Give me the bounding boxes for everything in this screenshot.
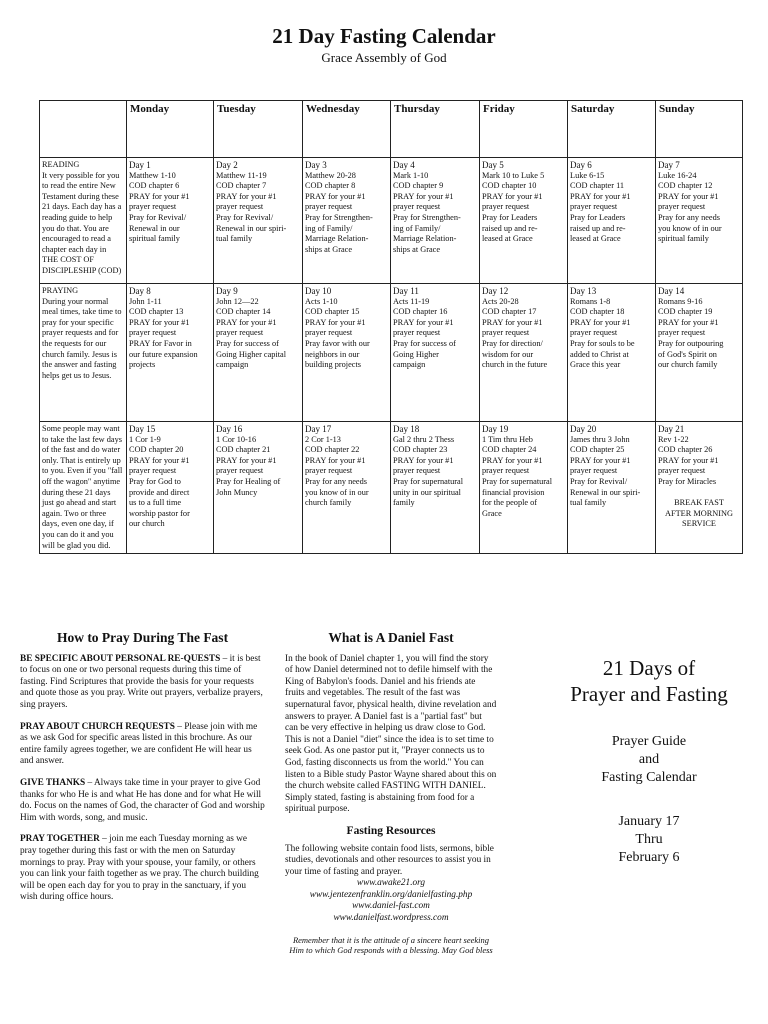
- resource-link[interactable]: www.awake21.org: [356, 878, 426, 889]
- day-header: Friday: [480, 101, 568, 158]
- day-detail-line: Grace: [482, 508, 502, 518]
- day-detail-line: Mark 1-10: [393, 170, 429, 180]
- resources-text: The following website contain food lists, sermons, bible studies, devotionals and other resources to assist you in your time of fasting and prayer.: [285, 843, 494, 877]
- day-detail-line: Pray for Leaders: [482, 212, 538, 222]
- day-detail-line: our church: [129, 519, 165, 529]
- calendar-week-row: [40, 158, 743, 284]
- day-detail-line: Luke 6-15: [570, 170, 605, 180]
- closing-note: Remember that it is the attitude of a sincere heart seeking Him to which God responds with a blessing. May God bless: [289, 934, 493, 956]
- sidebar-text: During your normal meal times, take time to pray for your specific prayer requests and for the requests for our church family. Jesus is the answer and fasting helps get us to Jesus.: [42, 296, 122, 380]
- day-detail-line: COD chapter 10: [482, 181, 537, 191]
- resource-link[interactable]: www.jentezenfranklin.org/danielfasting.php: [309, 889, 473, 900]
- day-detail-line: COD chapter 6: [129, 181, 180, 191]
- day-detail-line: tual family: [570, 498, 607, 508]
- day-detail-line: prayer request: [393, 202, 441, 212]
- day-detail-line: Pray for God to: [129, 476, 181, 486]
- sidebar-heading: READING: [42, 160, 80, 169]
- day-detail-line: us to a full time: [129, 498, 182, 508]
- cover-guide-line: Fasting Calendar: [601, 770, 697, 785]
- day-detail-line: COD chapter 13: [129, 307, 184, 317]
- cover-date-line: January 17: [618, 814, 680, 829]
- day-detail-line: Gal 2 thru 2 Thess: [393, 434, 455, 444]
- day-detail-line: Going Higher: [393, 349, 439, 359]
- day-detail-line: Pray for Strengthen-: [305, 212, 373, 222]
- day-header: Sunday: [656, 101, 743, 158]
- prayer-tip: [20, 722, 265, 768]
- day-detail-line: COD chapter 22: [305, 445, 360, 455]
- calendar-day-cell: [391, 422, 480, 554]
- calendar-day-cell: [127, 158, 214, 284]
- day-detail-line: prayer request: [482, 202, 530, 212]
- day-detail-line: Marriage Relation-: [305, 234, 369, 244]
- day-number: Day 18: [393, 424, 420, 434]
- day-number: Day 13: [570, 286, 597, 296]
- calendar-day-cell: [214, 422, 303, 554]
- day-detail-line: COD chapter 7: [216, 181, 267, 191]
- day-number: Day 3: [305, 160, 327, 170]
- break-fast-note: AFTER MORNING: [665, 508, 733, 518]
- day-detail-line: prayer request: [305, 202, 353, 212]
- day-detail-line: 1 Cor 10-16: [216, 434, 257, 444]
- day-detail-line: COD chapter 14: [216, 307, 271, 317]
- day-detail-line: COD chapter 16: [393, 307, 448, 317]
- cover-date-line: February 6: [618, 850, 680, 865]
- day-detail-line: family: [393, 498, 415, 508]
- prayer-tip: [20, 654, 265, 712]
- how-to-pray-section: [20, 632, 265, 914]
- sidebar-note-praying: [40, 284, 127, 422]
- day-detail-line: wisdom for our: [482, 349, 534, 359]
- day-detail-line: PRAY for your #1: [305, 317, 366, 327]
- day-detail-line: Pray for direction/: [482, 338, 543, 348]
- day-detail-line: John Muncy: [216, 487, 258, 497]
- day-number: Day 10: [305, 286, 332, 296]
- day-number: Day 4: [393, 160, 415, 170]
- resource-link[interactable]: www.danielfast.wordpress.com: [333, 913, 449, 924]
- day-detail-line: COD chapter 11: [570, 181, 625, 191]
- fasting-calendar-table: [39, 100, 743, 554]
- calendar-day-cell: [214, 284, 303, 422]
- day-detail-line: Romans 9-16: [658, 296, 703, 306]
- day-detail-line: prayer request: [129, 202, 177, 212]
- day-detail-line: Pray for Revival/: [129, 212, 187, 222]
- calendar-week-row: [40, 422, 743, 554]
- day-detail-line: prayer request: [482, 328, 530, 338]
- calendar-day-cell: [480, 284, 568, 422]
- day-detail-line: for the people of: [482, 498, 538, 508]
- day-detail-line: Matthew 1-10: [129, 170, 176, 180]
- day-detail-line: prayer request: [129, 328, 177, 338]
- prayer-tip-lead: PRAY TOGETHER: [20, 834, 100, 845]
- day-number: Day 11: [393, 286, 419, 296]
- day-detail-line: prayer request: [393, 466, 441, 476]
- sidebar-note-water-fast: [40, 422, 127, 554]
- day-detail-line: PRAY for your #1: [570, 317, 631, 327]
- day-detail-line: PRAY for your #1: [658, 317, 719, 327]
- day-number: Day 6: [570, 160, 592, 170]
- day-detail-line: financial provision: [482, 487, 545, 497]
- day-detail-line: John 12—22: [216, 296, 259, 306]
- day-detail-line: COD chapter 19: [658, 307, 713, 317]
- day-detail-line: Pray for Healing of: [216, 476, 281, 486]
- day-detail-line: church family: [305, 498, 352, 508]
- day-number: Day 20: [570, 424, 597, 434]
- day-detail-line: PRAY for your #1: [570, 191, 631, 201]
- day-number: Day 8: [129, 286, 151, 296]
- sidebar-text: Some people may want to take the last few days of the fast and do water only. That is entirely up to you. Even if you "fall off the wagon" anytime during these 21 days just go ahead and start again. Two or three days, even one day, if you can do it and you will be glad you did.: [42, 424, 123, 550]
- day-detail-line: Pray for Strengthen-: [393, 212, 461, 222]
- day-detail-line: our future expansion: [129, 349, 198, 359]
- day-detail-line: PRAY for your #1: [658, 455, 719, 465]
- page-title: 21 Day Fasting Calendar: [272, 24, 496, 48]
- day-detail-line: Pray favor with our: [305, 338, 370, 348]
- day-number: Day 12: [482, 286, 509, 296]
- day-header: Thursday: [391, 101, 480, 158]
- day-detail-line: of God's Spirit on: [658, 349, 717, 359]
- day-detail-line: Mark 10 to Luke 5: [482, 170, 545, 180]
- calendar-day-cell: [303, 422, 391, 554]
- day-detail-line: PRAY for your #1: [393, 455, 454, 465]
- cover-date-line: Thru: [635, 832, 663, 847]
- daniel-fast-section: [285, 632, 497, 956]
- calendar-header-row: [40, 101, 743, 158]
- day-detail-line: prayer request: [482, 466, 530, 476]
- day-detail-line: PRAY for your #1: [393, 191, 454, 201]
- day-detail-line: 1 Cor 1-9: [129, 434, 161, 444]
- day-number: Day 21: [658, 424, 685, 434]
- day-detail-line: church in the future: [482, 360, 548, 370]
- day-number: Day 14: [658, 286, 685, 296]
- calendar-day-cell: [568, 284, 656, 422]
- day-detail-line: ships at Grace: [393, 244, 440, 254]
- calendar-day-cell: [656, 158, 743, 284]
- day-detail-line: campaign: [393, 360, 426, 370]
- day-detail-line: PRAY for your #1: [393, 317, 454, 327]
- day-detail-line: PRAY for your #1: [482, 317, 543, 327]
- day-detail-line: PRAY for your #1: [305, 455, 366, 465]
- day-detail-line: COD chapter 8: [305, 181, 356, 191]
- day-detail-line: Pray for outpouring: [658, 338, 724, 348]
- prayer-tip-text: – Always take time in your prayer to give God thanks for who He is and what He has done and for what He will do. Focus on the names of God, the character of God and worship Him with words, song, and music.: [20, 777, 265, 823]
- prayer-tip: [20, 778, 265, 824]
- day-detail-line: PRAY for your #1: [216, 191, 277, 201]
- day-detail-line: raised up and re-: [482, 223, 538, 233]
- day-header: Monday: [127, 101, 214, 158]
- break-fast-note: SERVICE: [682, 519, 716, 529]
- day-detail-line: leased at Grace: [482, 234, 533, 244]
- day-detail-line: COD chapter 9: [393, 181, 444, 191]
- day-detail-line: prayer request: [216, 466, 264, 476]
- day-detail-line: leased at Grace: [570, 234, 621, 244]
- day-detail-line: worship pastor for: [129, 508, 190, 518]
- prayer-tip: [20, 834, 265, 904]
- day-number: Day 5: [482, 160, 504, 170]
- day-detail-line: provide and direct: [129, 487, 190, 497]
- day-detail-line: campaign: [216, 360, 249, 370]
- day-detail-line: COD chapter 25: [570, 445, 625, 455]
- day-header: Wednesday: [303, 101, 391, 158]
- day-detail-line: Matthew 20-28: [305, 170, 356, 180]
- day-detail-line: PRAY for your #1: [129, 317, 190, 327]
- day-detail-line: COD chapter 18: [570, 307, 625, 317]
- day-detail-line: spiritual family: [658, 234, 709, 244]
- day-detail-line: 1 Tim thru Heb: [482, 434, 533, 444]
- calendar-day-cell: [480, 422, 568, 554]
- day-detail-line: Pray for Leaders: [570, 212, 626, 222]
- day-detail-line: Luke 16-24: [658, 170, 697, 180]
- day-detail-line: Renewal in our spiri-: [216, 223, 287, 233]
- day-detail-line: raised up and re-: [570, 223, 626, 233]
- day-detail-line: COD chapter 15: [305, 307, 360, 317]
- calendar-day-cell: [303, 158, 391, 284]
- day-detail-line: Pray for Revival/: [216, 212, 274, 222]
- day-detail-line: added to Christ at: [570, 349, 629, 359]
- day-detail-line: PRAY for your #1: [658, 191, 719, 201]
- day-detail-line: ships at Grace: [305, 244, 352, 254]
- day-detail-line: COD chapter 12: [658, 181, 713, 191]
- section-heading: How to Pray During The Fast: [56, 630, 229, 645]
- day-detail-line: James thru 3 John: [570, 434, 630, 444]
- day-detail-line: Acts 20-28: [482, 296, 519, 306]
- day-detail-line: Renewal in our: [129, 223, 180, 233]
- day-detail-line: COD chapter 21: [216, 445, 271, 455]
- day-detail-line: COD chapter 20: [129, 445, 184, 455]
- calendar-corner-cell: [40, 101, 127, 158]
- cover-guide-line: Prayer Guide: [611, 734, 687, 749]
- prayer-tip-text: – join me each Tuesday morning as we pray together during this fast or with the men on Saturday mornings to pray. Pray with your spouse, your family, or others you can link your faith together as we pray. The church building will be open each day for you to pray in the sanctuary, if you wish during office hours.: [20, 834, 259, 903]
- day-detail-line: our church family: [658, 360, 718, 370]
- day-detail-line: Pray for any needs: [305, 476, 367, 486]
- day-detail-line: John 1-11: [129, 296, 162, 306]
- calendar-day-cell: [127, 422, 214, 554]
- day-detail-line: ing of Family/: [393, 223, 441, 233]
- calendar-week-row: [40, 284, 743, 422]
- section-heading: What is A Daniel Fast: [328, 630, 454, 645]
- sidebar-note-reading: [40, 158, 127, 284]
- day-detail-line: Pray for Revival/: [570, 476, 628, 486]
- day-detail-line: COD chapter 24: [482, 445, 537, 455]
- prayer-tip-text: – Please join with me as we ask God for specific areas listed in this brochure. As our entire family agrees together, we are confident He will hear us and answer.: [20, 721, 258, 767]
- day-detail-line: Acts 11-19: [393, 296, 430, 306]
- day-detail-line: projects: [129, 360, 156, 370]
- day-detail-line: Marriage Relation-: [393, 234, 457, 244]
- day-detail-line: Pray for Miracles: [658, 476, 717, 486]
- day-detail-line: unity in our spiritual: [393, 487, 461, 497]
- calendar-day-cell: [568, 422, 656, 554]
- day-detail-line: prayer request: [216, 202, 264, 212]
- calendar-day-cell: [391, 158, 480, 284]
- day-detail-line: prayer request: [570, 202, 618, 212]
- day-number: Day 9: [216, 286, 238, 296]
- day-detail-line: prayer request: [216, 328, 264, 338]
- day-detail-line: Pray for souls to be: [570, 338, 635, 348]
- prayer-tip-text: – it is best to focus on one or two personal requests during this time of fasting. Find Scriptures that provide the basis for your requests and quote those as you pray. Write out prayers, verbalize prayers, sing prayers.: [20, 653, 263, 710]
- day-detail-line: prayer request: [570, 466, 618, 476]
- day-detail-line: Romans 1-8: [570, 296, 611, 306]
- break-fast-note: BREAK FAST: [674, 498, 724, 508]
- day-number: Day 16: [216, 424, 243, 434]
- day-detail-line: PRAY for Favor in: [129, 338, 192, 348]
- day-header: Tuesday: [214, 101, 303, 158]
- day-detail-line: prayer request: [658, 466, 706, 476]
- day-detail-line: spiritual family: [129, 234, 180, 244]
- day-detail-line: prayer request: [393, 328, 441, 338]
- day-detail-line: Pray for any needs: [658, 212, 720, 222]
- calendar-day-cell: [303, 284, 391, 422]
- day-detail-line: neighbors in our: [305, 349, 360, 359]
- cover-title-line: 21 Days of: [602, 656, 696, 680]
- day-number: Day 7: [658, 160, 680, 170]
- day-detail-line: you know of in our: [305, 487, 369, 497]
- calendar-day-cell: [656, 422, 743, 554]
- day-detail-line: PRAY for your #1: [482, 191, 543, 201]
- day-detail-line: Pray for success of: [216, 338, 279, 348]
- day-detail-line: tual family: [216, 234, 253, 244]
- day-detail-line: prayer request: [305, 466, 353, 476]
- day-detail-line: PRAY for your #1: [570, 455, 631, 465]
- cover-panel: [540, 655, 758, 867]
- day-header: Saturday: [568, 101, 656, 158]
- day-detail-line: COD chapter 17: [482, 307, 537, 317]
- day-detail-line: prayer request: [305, 328, 353, 338]
- day-detail-line: Acts 1-10: [305, 296, 338, 306]
- day-detail-line: Pray for supernatural: [482, 476, 553, 486]
- day-number: Day 17: [305, 424, 332, 434]
- cover-dates: [540, 813, 758, 867]
- daniel-fast-text: In the book of Daniel chapter 1, you will find the story of how Daniel determined not to defile himself with the King of Babylon's foods. Daniel and his friends ate fruits and vegetables. The result of the fast was supernatural favor, physical health, divine revelation and answers to prayer. A Daniel fast is a "partial fast" but can be very effective in helping us draw close to God. This is not a Daniel "diet" since the idea is to set time to seek God. As one pastor put it, "Prayer connects us to God, fasting disconnects us from the world." You can listen to a Bible study Pastor Wayne shared about this on the church website called FASTING WITH DANIEL. Simply stated, fasting is abstaining from food for a spiritual purpose.: [285, 653, 497, 815]
- calendar-day-cell: [656, 284, 743, 422]
- day-detail-line: PRAY for your #1: [129, 191, 190, 201]
- day-detail-line: PRAY for your #1: [216, 317, 277, 327]
- day-detail-line: COD chapter 23: [393, 445, 448, 455]
- sidebar-text: It very possible for you to read the entire New Testament during these 21 days. Each day has a reading guide to help you do that. You are encouraged to read a chapter each day in THE COST OF DISCIPLESHIP (COD): [42, 170, 122, 275]
- day-number: Day 2: [216, 160, 238, 170]
- day-number: Day 19: [482, 424, 509, 434]
- day-detail-line: PRAY for your #1: [482, 455, 543, 465]
- day-detail-line: PRAY for your #1: [216, 455, 277, 465]
- calendar-day-cell: [127, 284, 214, 422]
- calendar-day-cell: [568, 158, 656, 284]
- day-detail-line: you know of in our: [658, 223, 722, 233]
- resources-heading: Fasting Resources: [346, 824, 436, 837]
- day-number: Day 15: [129, 424, 156, 434]
- church-name: Grace Assembly of God: [321, 50, 447, 65]
- spacer: [658, 488, 740, 499]
- day-detail-line: Grace this year: [570, 360, 621, 370]
- day-detail-line: Pray for supernatural: [393, 476, 464, 486]
- day-detail-line: PRAY for your #1: [305, 191, 366, 201]
- day-detail-line: prayer request: [658, 328, 706, 338]
- cover-guide-line: and: [638, 752, 660, 767]
- day-number: Day 1: [129, 160, 151, 170]
- day-detail-line: prayer request: [129, 466, 177, 476]
- day-detail-line: prayer request: [658, 202, 706, 212]
- day-detail-line: 2 Cor 1-13: [305, 434, 341, 444]
- cover-title-line: Prayer and Fasting: [570, 682, 728, 706]
- prayer-tip-lead: BE SPECIFIC ABOUT PERSONAL RE-QUESTS: [20, 653, 221, 664]
- calendar-day-cell: [391, 284, 480, 422]
- day-detail-line: COD chapter 26: [658, 445, 713, 455]
- prayer-tip-lead: GIVE THANKS: [20, 777, 86, 788]
- sidebar-heading: PRAYING: [42, 286, 79, 295]
- day-detail-line: Going Higher capital: [216, 349, 287, 359]
- day-detail-line: Pray for success of: [393, 338, 456, 348]
- day-detail-line: Renewal in our spiri-: [570, 487, 641, 497]
- resource-link[interactable]: www.daniel-fast.com: [352, 901, 430, 912]
- cover-guide: [540, 733, 758, 787]
- prayer-tip-lead: PRAY ABOUT CHURCH REQUESTS: [20, 721, 175, 732]
- day-detail-line: Rev 1-22: [658, 434, 689, 444]
- day-detail-line: Matthew 11-19: [216, 170, 267, 180]
- day-detail-line: prayer request: [570, 328, 618, 338]
- calendar-day-cell: [214, 158, 303, 284]
- calendar-day-cell: [480, 158, 568, 284]
- day-detail-line: building projects: [305, 360, 361, 370]
- day-detail-line: ing of Family/: [305, 223, 353, 233]
- day-detail-line: PRAY for your #1: [129, 455, 190, 465]
